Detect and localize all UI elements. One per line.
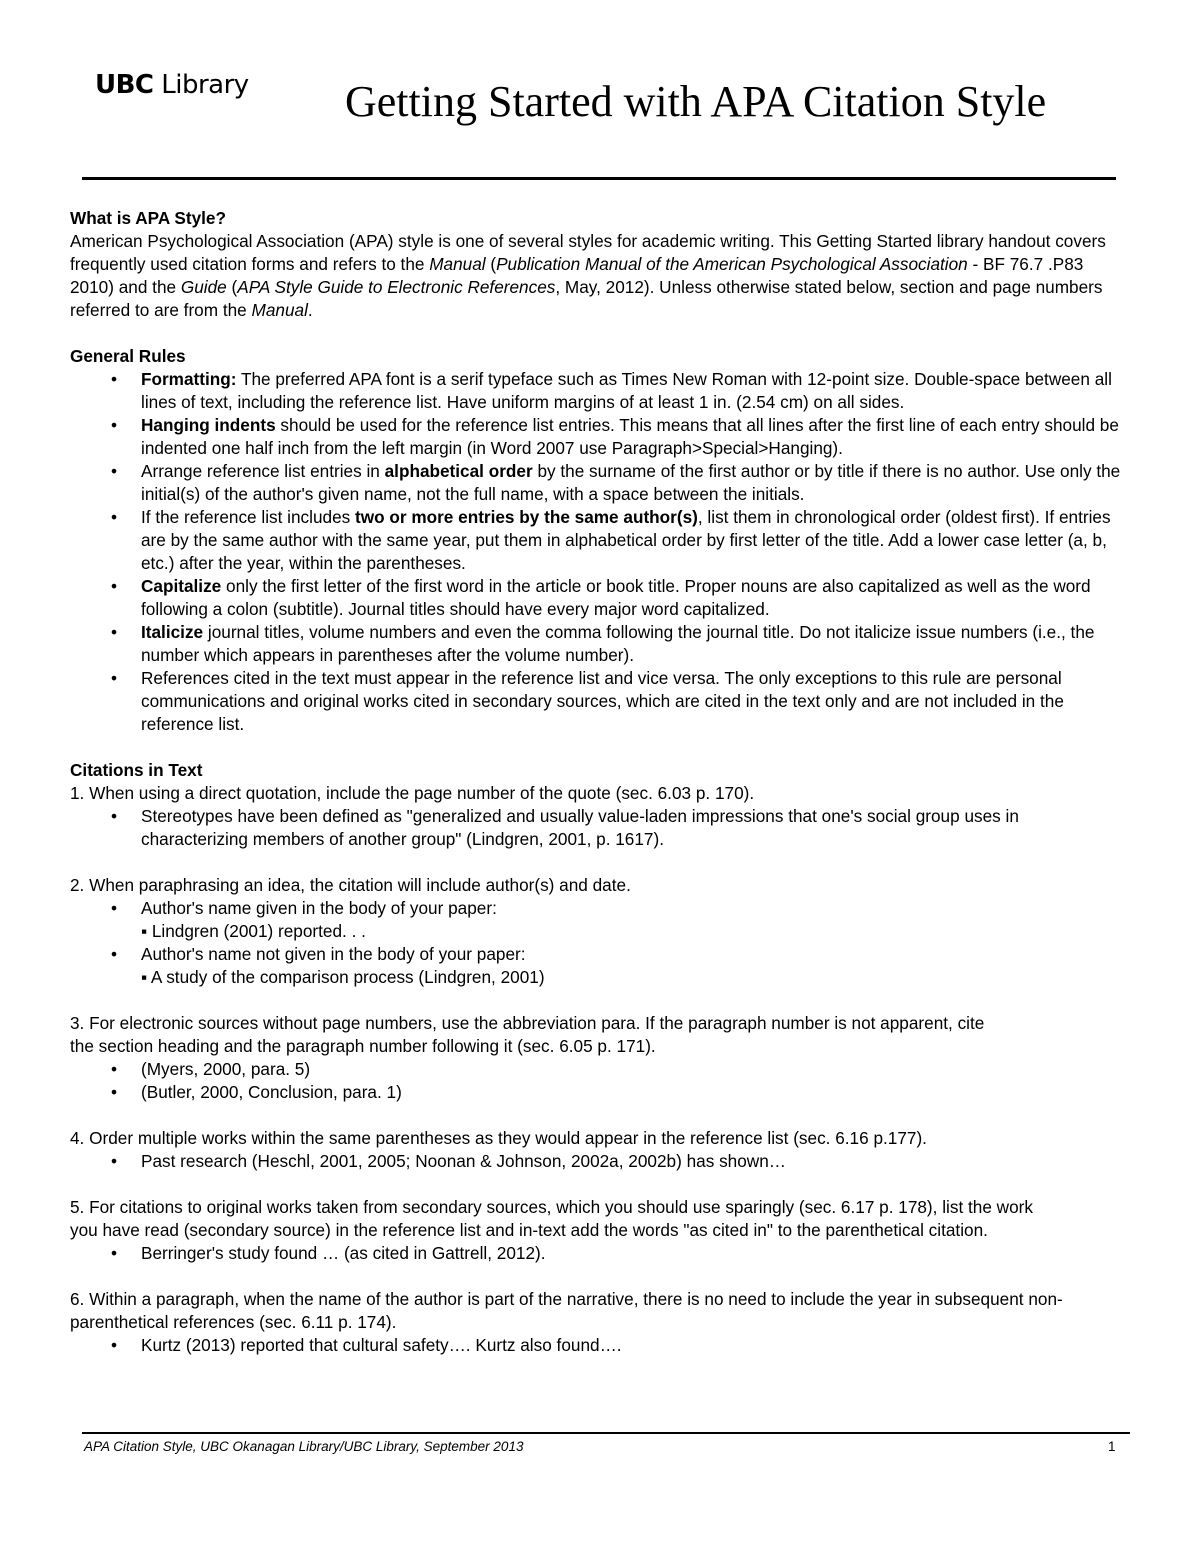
list-item: • Formatting: The preferred APA font is a serif typeface such as Times New Roman with 12-point size. Double-space between all lines of text, including the reference list. Have uniform margins of at least 1 in. (2.54 cm) on all sides.	[70, 368, 1130, 414]
citation-rule-4: 4. Order multiple works within the same parentheses as they would appear in the reference list (sec. 6.16 p.177).	[70, 1128, 927, 1148]
page-number: 1	[1108, 1439, 1116, 1454]
citation-rule-3: 3. For electronic sources without page numbers, use the abbreviation para. If the paragraph number is not apparent, cite the section heading and the paragraph number following it (sec. 6.05 p. 171).	[70, 1013, 985, 1056]
heading-citations-in-text: Citations in Text	[70, 760, 203, 780]
footer-text: APA Citation Style, UBC Okanagan Library/UBC Library, September 2013	[84, 1439, 524, 1454]
list-item: • Past research (Heschl, 2001, 2005; Noonan & Johnson, 2002a, 2002b) has shown…	[70, 1150, 1130, 1173]
list-item: • (Myers, 2000, para. 5)	[70, 1058, 1130, 1081]
citation-4-examples	[70, 1150, 1130, 1173]
citation-2-examples	[70, 897, 1130, 989]
list-item: • Kurtz (2013) reported that cultural safety…. Kurtz also found….	[70, 1334, 1130, 1357]
page-title: Getting Started with APA Citation Style	[345, 77, 1047, 126]
list-item: • Author's name given in the body of your paper: ▪ Lindgren (2001) reported. . .	[70, 897, 1130, 943]
citation-6-examples	[70, 1334, 1130, 1357]
list-item: • Arrange reference list entries in alphabetical order by the surname of the first author or by title if there is no author. Use only the initial(s) of the author's given name, not the full name, with a space between the initials.	[70, 460, 1130, 506]
general-rules-list	[70, 368, 1130, 736]
citation-5-examples	[70, 1242, 1130, 1265]
citation-rule-5: 5. For citations to original works taken from secondary sources, which you should use sparingly (sec. 6.17 p. 178), list the work you have read (secondary source) in the reference list and in-text add the words "as cited in" to the parenthetical citation.	[70, 1197, 1033, 1240]
citation-3-examples	[70, 1058, 1130, 1104]
header-divider	[82, 177, 1116, 180]
citation-rule-6: 6. Within a paragraph, when the name of the author is part of the narrative, there is no need to include the year in subsequent non-parenthetical references (sec. 6.11 p. 174).	[70, 1289, 1063, 1332]
list-item: • Berringer's study found … (as cited in Gattrell, 2012).	[70, 1242, 1130, 1265]
list-item: • Capitalize only the first letter of the first word in the article or book title. Proper nouns are also capitalized as well as the word following a colon (subtitle). Journal titles should have every major word capitalized.	[70, 575, 1130, 621]
list-item: • References cited in the text must appear in the reference list and vice versa. The only exceptions to this rule are personal communications and original works cited in secondary sources, which are cited in the text only and are not included in the reference list.	[70, 667, 1130, 736]
list-item: • Hanging indents should be used for the reference list entries. This means that all lines after the first line of each entry should be indented one half inch from the left margin (in Word 2007 use Paragraph>Special>Hanging).	[70, 414, 1130, 460]
citation-rule-2: 2. When paraphrasing an idea, the citation will include author(s) and date.	[70, 875, 631, 895]
document-body	[70, 207, 1130, 1357]
list-item: • (Butler, 2000, Conclusion, para. 1)	[70, 1081, 1130, 1104]
heading-what-is-apa: What is APA Style?	[70, 208, 226, 228]
what-is-paragraph: American Psychological Association (APA) style is one of several styles for academic writing. This Getting Started library handout covers frequently used citation forms and refers to the Manual (Publication Manual of the American Psychological Association - BF 76.7 .P83 2010) and the Guide (APA Style Guide to Electronic References, May, 2012). Unless otherwise stated below, section and page numbers referred to are from the Manual.	[70, 231, 1106, 320]
footer-divider	[82, 1432, 1130, 1434]
list-item: • Italicize journal titles, volume numbers and even the comma following the journal title. Do not italicize issue numbers (i.e., the number which appears in parentheses after the volume number).	[70, 621, 1130, 667]
list-item: • Author's name not given in the body of your paper: ▪ A study of the comparison process (Lindgren, 2001)	[70, 943, 1130, 989]
citation-rule-1: 1. When using a direct quotation, include the page number of the quote (sec. 6.03 p. 170).	[70, 783, 755, 803]
ubc-library-logo: UBC Library	[95, 70, 249, 100]
heading-general-rules: General Rules	[70, 346, 186, 366]
citation-1-examples	[70, 805, 1130, 851]
list-item: • If the reference list includes two or more entries by the same author(s), list them in chronological order (oldest first). If entries are by the same author with the same year, put them in alphabetical order by first letter of the title. Add a lower case letter (a, b, etc.) after the year, within the parentheses.	[70, 506, 1130, 575]
list-item: • Stereotypes have been defined as "generalized and usually value-laden impressions that one's social group uses in characterizing members of another group" (Lindgren, 2001, p. 1617).	[70, 805, 1130, 851]
